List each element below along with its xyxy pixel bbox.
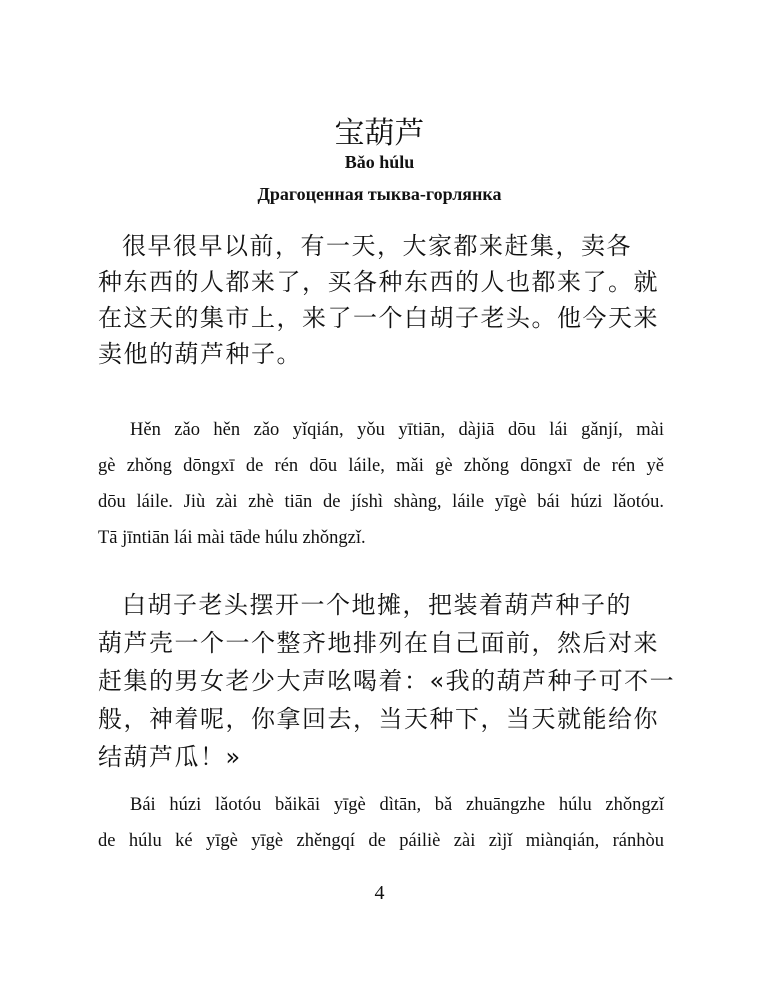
page-number: 4 — [374, 882, 385, 904]
paragraph-2-pinyin — [98, 787, 664, 859]
paragraph-2-chinese — [98, 586, 676, 776]
paragraph-1-chinese — [98, 228, 664, 372]
text-line: 卖他的葫芦种子。 — [98, 340, 302, 368]
text-line: 在这天的集市上，来了一个白胡子老头。他今天来 — [98, 304, 659, 332]
text-line: 葫芦壳一个一个整齐地排列在自己面前，然后对来 — [98, 629, 659, 657]
text-line: Tā jīntiān lái mài tāde húlu zhǒngzǐ. — [98, 528, 366, 548]
text-line: gè zhǒng dōngxī de rén dōu láile, mǎi gè zhǒng dōngxī de rén yě — [98, 456, 664, 476]
paragraph-1-pinyin — [98, 412, 664, 556]
text-line: Hěn zǎo hěn zǎo yǐqián, yǒu yītiān, dàjiā dōu lái gǎnjí, mài — [130, 420, 664, 440]
text-line: 种东西的人都来了，买各种东西的人也都来了。就 — [98, 268, 659, 296]
story-title-chinese: 宝葫芦 — [334, 116, 425, 151]
story-title-russian: Драгоценная тыква-горлянка — [257, 184, 502, 204]
text-line: 结葫芦瓜！» — [98, 743, 242, 771]
text-line: 赶集的男女老少大声吆喝着：«我的葫芦种子可不一 — [98, 667, 676, 695]
text-line: 白胡子老头摆开一个地摊，把装着葫芦种子的 — [122, 591, 632, 619]
text-line: de húlu ké yīgè yīgè zhěngqí de páiliè zài zìjǐ miànqián, ránhòu — [98, 831, 664, 851]
text-line: dōu láile. Jiù zài zhè tiān de jíshì shàng, láile yīgè bái húzi lǎotóu. — [98, 492, 664, 512]
text-line: Bái húzi lǎotóu bǎikāi yīgè dìtān, bǎ zhuāngzhe húlu zhǒngzǐ — [130, 795, 664, 815]
story-title-pinyin: Bǎo húlu — [344, 152, 415, 172]
text-line: 般，神着呢，你拿回去，当天种下，当天就能给你 — [98, 705, 659, 733]
text-line: 很早很早以前，有一天，大家都来赶集，卖各 — [122, 232, 632, 260]
